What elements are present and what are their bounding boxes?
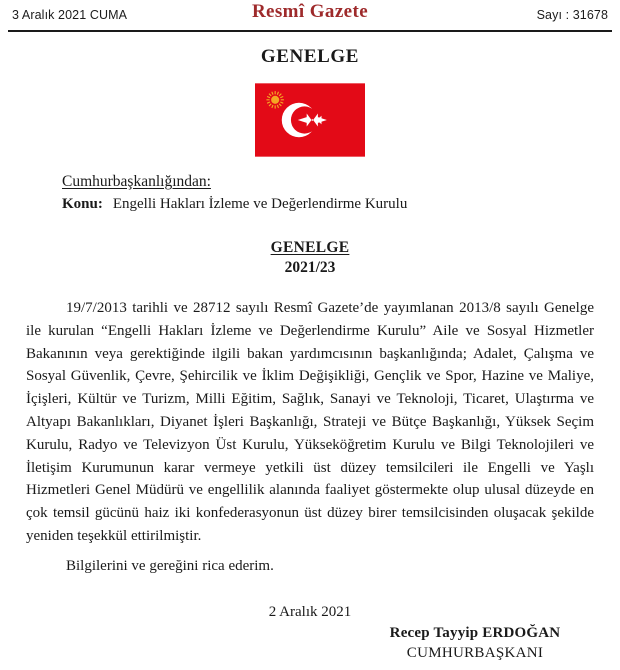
signatory-name: Recep Tayyip ERDOĞAN [389,625,561,641]
signature-date: 2 Aralık 2021 [268,603,352,620]
issuer-line: Cumhurbaşkanlığından: [62,173,211,190]
turkish-flag-icon [255,83,365,157]
signatory-role: CUMHURBAŞKANI [406,645,544,661]
signature-block [330,625,620,662]
subject-label: Konu: [62,196,103,212]
circular-heading: GENELGE [270,239,350,256]
body-text [0,297,620,578]
emblem-container [0,83,620,157]
subject-line [62,196,620,213]
masthead-issue-number: Sayı : 31678 [536,8,608,22]
masthead [0,0,620,30]
circular-number: 2021/23 [284,259,336,276]
body-paragraph: 19/7/2013 tarihli ve 28712 sayılı Resmî Gazete’de yayımlanan 2013/8 sayılı Genelge ile kurulan “Engelli Hakları İzleme ve Değerlendirme Kurulu” Aile ve Sosyal Hizmetler Bakanının veya gerektiğinde ilgili bakan yardımcısının başkanlığında; Adalet, Çalışma ve Sosyal Güvenlik, Çevre, Şehircilik ve İklim Değişikliği, Gençlik ve Spor, Hazine ve Maliye, İçişleri, Kültür ve Turizm, Milli Eğitim, Sağlık, Sanayi ve Teknoloji, Ticaret, Ulaştırma ve Altyapı Bakanlıkları, Diyanet İşleri Başkanlığı, Strateji ve Bütçe Başkanlığı, Yüksek Seçim Kurulu, Radyo ve Televizyon Üst Kurulu, Yükseköğretim Kurulu ve Bilgi Teknolojileri ve İletişim Kurumunun karar vermeye yetkili üst düzey temsilcileri ile Engelli ve Yaşlı Hizmetleri Genel Müdürü ve engellilik alanında faaliyet göstermekte olup ulusal düzeyde en çok temsil gücünü haiz iki konfederasyonun üst düzey birer temsilcisinden oluşacak şekilde yeniden teşekkül ettirilmiştir. [26,300,594,544]
masthead-title: Resmî Gazete [251,1,369,22]
subject-value: Engelli Hakları İzleme ve Değerlendirme Kurulu [112,196,408,212]
document-title: GENELGE [260,46,360,67]
issuer-block [0,173,620,213]
circular-heading-block [0,239,620,277]
body-paragraph: Bilgilerini ve gereğini rica ederim. [66,557,274,574]
masthead-divider [8,30,612,32]
masthead-date: 3 Aralık 2021 CUMA [12,8,128,22]
